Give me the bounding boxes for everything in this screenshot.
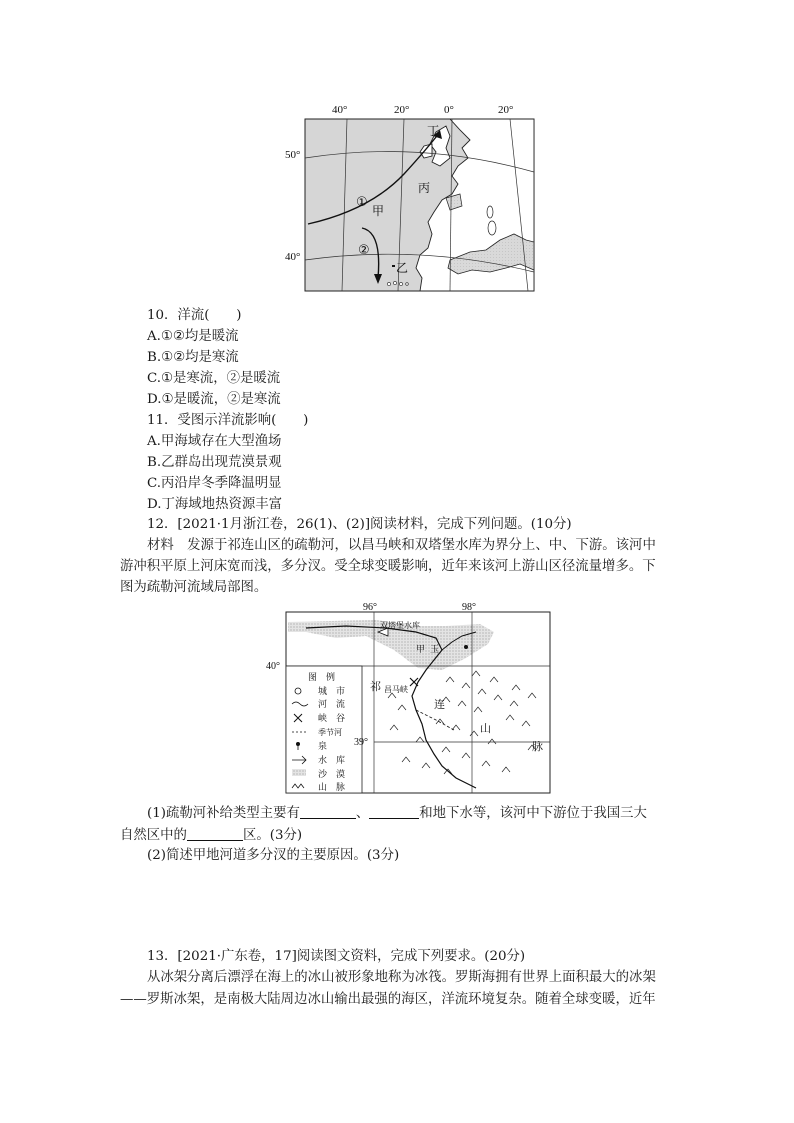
island-corsica bbox=[487, 206, 493, 218]
q13-line-1: 从冰架分离后漂浮在海上的冰山被形象地称为冰筏。罗斯海拥有世界上面积最大的冰架 bbox=[147, 970, 656, 985]
q12-header: 12．[2021·1月浙江卷，26(1)、(2)]阅读材料，完成下列问题。(10分) bbox=[147, 517, 572, 532]
label-yumen: 玉 bbox=[430, 645, 440, 655]
island-canary-3 bbox=[399, 282, 402, 285]
label-shan: 山 bbox=[480, 722, 491, 735]
place-label-bing: 丙 bbox=[418, 181, 431, 195]
label-qi: 祁 bbox=[370, 680, 381, 693]
lon-label-0: 0° bbox=[444, 104, 454, 116]
answer-blank-2[interactable] bbox=[369, 804, 419, 819]
q12-sub2: (2)简述甲地河道多分汊的主要原因。(3分) bbox=[147, 848, 400, 863]
legend-item-mountain: 山 脉 bbox=[318, 783, 346, 793]
current-label-2: ② bbox=[358, 243, 370, 258]
q11-option-d: D.丁海域地热资源丰富 bbox=[147, 497, 283, 512]
island-canary-1 bbox=[387, 282, 390, 285]
lon-label-20e: 20° bbox=[498, 104, 514, 116]
answer-blank-1[interactable] bbox=[300, 804, 356, 819]
q12-sub1-text-a: (1)疏勒河补给类型主要有 bbox=[147, 806, 300, 821]
place-label-jia: 甲 bbox=[372, 204, 385, 218]
lat-label-40n: 40° bbox=[285, 251, 301, 263]
label-mai: 脉 bbox=[532, 740, 543, 753]
q12-sub1-text-b: 、 bbox=[355, 806, 370, 821]
q10-option-d: D.①是暖流，②是寒流 bbox=[147, 392, 281, 407]
q10-option-b: B.①②均是寒流 bbox=[147, 350, 239, 365]
legend-desert-icon bbox=[292, 769, 306, 776]
island-canary-2 bbox=[393, 281, 396, 284]
label-reservoir: 双塔堡水库 bbox=[380, 621, 420, 630]
lat-label-40n: 40° bbox=[266, 661, 280, 672]
legend-item-river: 河 流 bbox=[318, 700, 346, 710]
legend-item-desert: 沙 漠 bbox=[318, 770, 346, 780]
legend-item-spring: 泉 bbox=[318, 742, 328, 752]
legend-item-seasonal: 季节河 bbox=[318, 728, 342, 737]
place-label-yi: 乙 bbox=[396, 261, 409, 275]
q12-sub1-line2 bbox=[120, 826, 302, 845]
lat-label-39n: 39° bbox=[354, 737, 368, 748]
lat-label-50n: 50° bbox=[285, 149, 301, 161]
q11-option-a: A.甲海域存在大型渔场 bbox=[147, 434, 282, 449]
place-marker-yi bbox=[392, 265, 395, 267]
q12-sub1-text-c: 和地下水等，该河中下游位于我国三大 bbox=[419, 806, 647, 821]
q10-option-a: A.①②均是暖流 bbox=[147, 329, 239, 344]
atlantic-current-map bbox=[285, 100, 540, 296]
q13-line-2: ——罗斯冰架，是南极大陆周边冰山输出最强的海区，洋流环境复杂。随着全球变暖，近年 bbox=[120, 992, 656, 1007]
q11-option-c: C.丙沿岸冬季降温明显 bbox=[147, 476, 282, 491]
label-jia: 甲 bbox=[416, 645, 426, 655]
lon-label-98e: 98° bbox=[462, 602, 476, 613]
lon-label-20w: 20° bbox=[394, 104, 410, 116]
q13-header: 13．[2021·广东卷，17]阅读图文资料，完成下列要求。(20分) bbox=[147, 949, 526, 964]
legend-title: 图 例 bbox=[308, 673, 336, 683]
q12-sub1-line1 bbox=[147, 804, 647, 823]
legend-item-city: 城 市 bbox=[318, 687, 346, 697]
q11-stem: 11．受图示洋流影响( ) bbox=[147, 413, 309, 428]
q12-material-line-3: 图为疏勒河流域局部图。 bbox=[120, 580, 268, 595]
q12-sub1-text-d: 自然区中的 bbox=[120, 828, 187, 843]
q10-option-c: C.①是寒流，②是暖流 bbox=[147, 371, 281, 386]
q12-material-line-1: 材料 发源于祁连山区的疏勒河，以昌马峡和双塔堡水库为界分上、中、下游。该河中 bbox=[147, 538, 656, 553]
place-label-ding: 丁 bbox=[427, 124, 440, 138]
label-changma: 昌马峡 bbox=[384, 685, 408, 694]
lon-label-40w: 40° bbox=[332, 104, 348, 116]
lon-label-96e: 96° bbox=[363, 602, 377, 613]
legend-spring-icon bbox=[296, 742, 300, 746]
legend-item-gorge: 峡 谷 bbox=[318, 714, 346, 724]
q10-stem: 10．洋流( ) bbox=[147, 308, 242, 323]
city-marker bbox=[464, 645, 468, 649]
island-canary-4 bbox=[406, 283, 409, 286]
shule-river-map bbox=[266, 602, 556, 796]
q12-material-line-2: 游冲积平原上河床宽而浅，多分汊。受全球变暖影响，近年来该河上游山区径流量增多。下 bbox=[120, 559, 656, 574]
island-sardinia bbox=[488, 221, 496, 235]
label-lian: 连 bbox=[434, 698, 445, 711]
current-label-1: ① bbox=[356, 195, 368, 210]
answer-blank-3[interactable] bbox=[187, 826, 243, 841]
q12-sub1-text-e: 区。(3分) bbox=[242, 828, 303, 843]
legend-item-reservoir: 水 库 bbox=[318, 756, 346, 766]
q11-option-b: B.乙群岛出现荒漠景观 bbox=[147, 455, 282, 470]
